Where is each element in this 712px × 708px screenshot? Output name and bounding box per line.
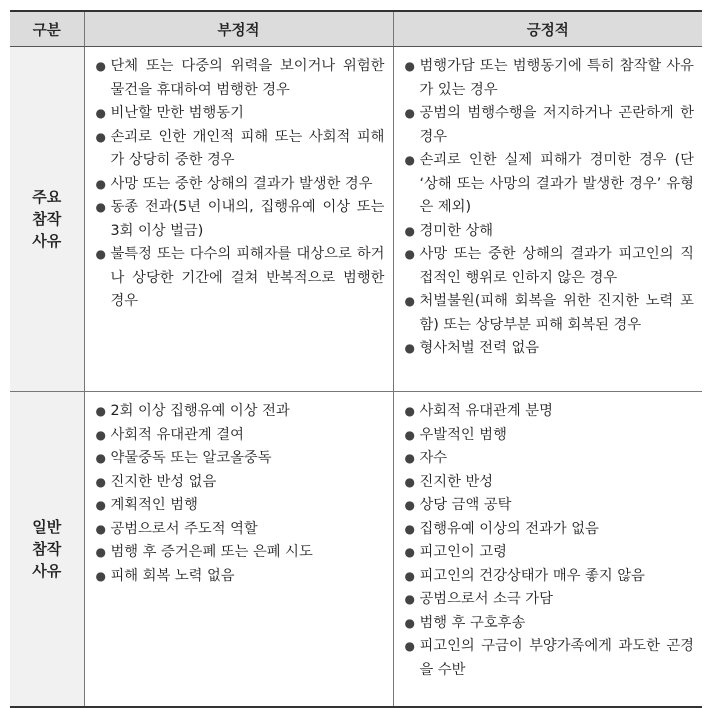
category-label-line: 사유 <box>32 232 62 250</box>
bullet-icon: ● <box>95 176 106 191</box>
bullet-icon: ● <box>404 404 415 418</box>
list-item-text: 약물중독 또는 알코올중독 <box>110 450 272 466</box>
category-label-line: 주요 <box>32 188 62 206</box>
list-item-text: 불특정 또는 다수의 피해자를 대상으로 하거나 상당한 기간에 걸쳐 반복적으로 범행한 경우 <box>110 246 385 309</box>
list-item <box>95 173 385 197</box>
bullet-icon: ● <box>404 427 415 442</box>
bullet-icon: ● <box>404 568 415 583</box>
bullet-icon: ● <box>95 498 106 512</box>
list-item-text: 자수 <box>419 450 448 466</box>
bullet-icon: ● <box>404 451 415 465</box>
sentencing-factors-table-wrap <box>10 10 702 708</box>
bullet-icon: ● <box>95 59 106 73</box>
list-item <box>95 447 385 471</box>
list-item <box>404 400 695 424</box>
list-item-text: 형사처벌 전력 없음 <box>419 340 540 356</box>
list-item <box>95 424 385 448</box>
list-item-text: 피고인의 구금이 부양가족에게 과도한 곤경을 수반 <box>419 638 694 678</box>
category-label-line: 참작 <box>32 210 62 228</box>
list-item <box>404 471 695 495</box>
bullet-icon: ● <box>95 129 106 144</box>
list-item <box>95 400 385 424</box>
bullet-icon: ● <box>404 545 415 559</box>
list-item-text: 손괴로 인한 실제 피해가 경미한 경우 (단 ‘상해 또는 사망의 결과가 발생한 경우’ 유형은 제외) <box>419 152 694 215</box>
list-item <box>404 518 695 542</box>
category-cell <box>10 47 84 392</box>
list-item <box>95 126 385 173</box>
list-item-text: 범행가담 또는 범행동기에 특히 참작할 사유가 있는 경우 <box>419 58 694 98</box>
list-item-text: 범행 후 증거은폐 또는 은폐 시도 <box>110 544 313 560</box>
list-item <box>404 55 695 102</box>
bullet-icon: ● <box>95 521 106 536</box>
list-item-text: 우발적인 범행 <box>419 426 507 443</box>
list-item-text: 피해 회복 노력 없음 <box>110 567 235 584</box>
bullet-icon: ● <box>404 341 415 355</box>
list-item <box>404 447 695 471</box>
negative-factors-cell <box>84 392 393 708</box>
list-item-text: 공범의 범행수행을 저지하거나 곤란하게 한 경우 <box>419 105 694 145</box>
list-item-text: 사망 또는 중한 상해의 결과가 피고인의 직접적인 행위로 인하지 않은 경우 <box>419 246 694 286</box>
list-item <box>404 635 695 682</box>
list-item <box>95 541 385 565</box>
bullet-icon: ● <box>95 247 106 261</box>
bullet-icon: ● <box>404 474 415 489</box>
list-item-text: 사회적 유대관계 분명 <box>419 403 553 419</box>
negative-factors-cell <box>84 47 393 392</box>
bullet-icon: ● <box>404 521 415 536</box>
category-label-line: 사유 <box>32 562 62 580</box>
table-row <box>10 47 702 392</box>
negative-factors-list <box>95 400 385 588</box>
positive-factors-cell <box>393 392 702 708</box>
bullet-icon: ● <box>95 106 106 120</box>
bullet-icon: ● <box>404 592 415 606</box>
list-item <box>404 337 695 361</box>
header-row <box>10 11 702 47</box>
list-item <box>404 149 695 220</box>
list-item <box>95 494 385 518</box>
bullet-icon: ● <box>95 451 106 465</box>
header-positive: 긍정적 <box>393 11 702 47</box>
list-item-text: 범행 후 구호후송 <box>419 614 526 631</box>
list-item <box>95 518 385 542</box>
list-item-text: 진지한 반성 없음 <box>110 473 217 490</box>
list-item <box>95 102 385 126</box>
bullet-icon: ● <box>404 223 415 238</box>
positive-factors-list <box>404 400 695 682</box>
list-item-text: 집행유예 이상의 전과가 없음 <box>419 520 599 537</box>
bullet-icon: ● <box>404 498 415 512</box>
list-item <box>404 541 695 565</box>
list-item-text: 비난할 만한 범행동기 <box>110 105 244 121</box>
negative-factors-list <box>95 55 385 314</box>
sentencing-factors-table <box>10 10 702 708</box>
list-item-text: 경미한 상해 <box>419 222 494 239</box>
bullet-icon: ● <box>95 568 106 583</box>
list-item-text: 2회 이상 집행유예 이상 전과 <box>110 403 290 419</box>
list-item <box>404 102 695 149</box>
list-item <box>404 220 695 244</box>
list-item-text: 사망 또는 중한 상해의 결과가 발생한 경우 <box>110 175 373 192</box>
bullet-icon: ● <box>95 200 106 214</box>
bullet-icon: ● <box>404 639 415 653</box>
positive-factors-list <box>404 55 695 361</box>
list-item-text: 계획적인 범행 <box>110 497 198 513</box>
list-item <box>404 494 695 518</box>
list-item-text: 피고인의 건강상태가 매우 좋지 않음 <box>419 567 645 584</box>
list-item <box>95 196 385 243</box>
header-category: 구분 <box>10 11 84 47</box>
list-item <box>404 290 695 337</box>
category-cell <box>10 392 84 708</box>
bullet-icon: ● <box>404 153 415 167</box>
list-item-text: 공범으로서 주도적 역할 <box>110 520 258 537</box>
header-negative: 부정적 <box>84 11 393 47</box>
category-label-line: 일반 <box>32 518 62 536</box>
bullet-icon: ● <box>95 474 106 489</box>
list-item-text: 처벌불원(피해 회복을 위한 진지한 노력 포함) 또는 상당부분 피해 회복된 경우 <box>419 293 694 333</box>
bullet-icon: ● <box>404 294 415 308</box>
bullet-icon: ● <box>404 106 415 120</box>
list-item <box>95 471 385 495</box>
list-item-text: 상당 금액 공탁 <box>419 497 512 513</box>
list-item-text: 단체 또는 다중의 위력을 보이거나 위험한 물건을 휴대하여 범행한 경우 <box>110 58 385 98</box>
bullet-icon: ● <box>95 545 106 559</box>
list-item <box>404 565 695 589</box>
list-item-text: 피고인이 고령 <box>419 544 507 560</box>
list-item <box>95 243 385 314</box>
list-item-text: 진지한 반성 <box>419 473 494 490</box>
bullet-icon: ● <box>404 615 415 630</box>
positive-factors-cell <box>393 47 702 392</box>
bullet-icon: ● <box>95 404 106 418</box>
list-item <box>404 612 695 636</box>
bullet-icon: ● <box>404 247 415 261</box>
list-item-text: 동종 전과(5년 이내의, 집행유예 이상 또는 3회 이상 벌금) <box>110 199 385 239</box>
list-item <box>404 243 695 290</box>
list-item-text: 손괴로 인한 개인적 피해 또는 사회적 피해가 상당히 중한 경우 <box>110 128 385 168</box>
list-item <box>404 424 695 448</box>
list-item <box>404 588 695 612</box>
list-item-text: 공범으로서 소극 가담 <box>419 591 553 607</box>
list-item-text: 사회적 유대관계 결여 <box>110 426 244 443</box>
bullet-icon: ● <box>95 427 106 442</box>
list-item <box>95 565 385 589</box>
list-item <box>95 55 385 102</box>
category-label-line: 참작 <box>32 540 62 558</box>
table-row <box>10 392 702 708</box>
bullet-icon: ● <box>404 59 415 73</box>
